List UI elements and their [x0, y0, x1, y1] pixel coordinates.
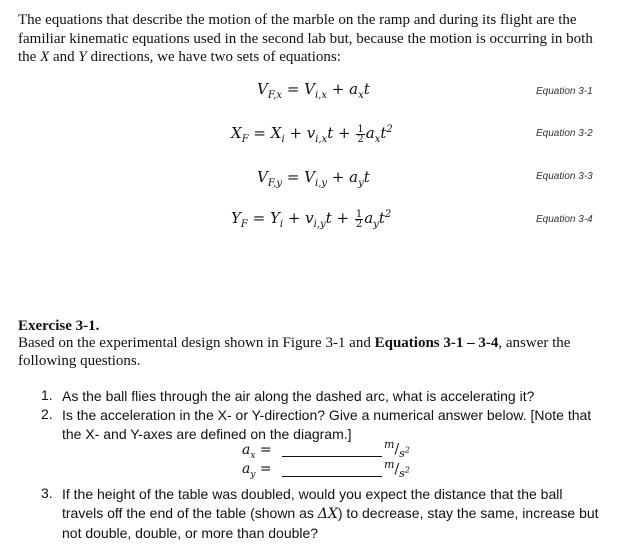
question-3-line-2-suffix: ) to decrease, stay the same, increase but — [337, 505, 599, 521]
ax-unit-s: s2 — [399, 445, 410, 460]
question-2-line-2: the X- and Y-axes are defined on the diagram.] — [62, 426, 352, 442]
x-variable: X — [40, 49, 50, 65]
equation-3-4-label: Equation 3-4 — [536, 214, 593, 225]
equation-3-1-label: Equation 3-1 — [536, 86, 593, 97]
equation-3-2-label: Equation 3-2 — [536, 128, 593, 139]
question-3-text — [62, 485, 602, 543]
equation-3-4: $Y_F = Y_i + v_{i,y}t$ + $\frac{1}{2}$ $a_yt^2$ — [231, 208, 392, 230]
intro-line-3-suffix: directions, we have two sets of equations: — [86, 49, 341, 65]
ax-unit: $^m/_{s^2}$ — [384, 438, 410, 460]
question-1-text: As the ball flies through the air along the dashed arc, what is accelerating it? — [62, 388, 535, 404]
intro-line-3-mid: and — [49, 49, 79, 65]
question-2-line-1: Is the acceleration in the X- or Y-direction? Give a numerical answer below. [Note that — [62, 407, 592, 423]
question-2-number: 2. — [41, 406, 53, 422]
ay-unit-s: s2 — [399, 465, 410, 480]
ay-unit-m: m — [384, 458, 395, 471]
equation-3-3: $V_{F,y} = V_{i,y} + a_yt$ — [257, 168, 370, 189]
question-1-number: 1. — [41, 387, 53, 403]
ax-subscript: x — [250, 450, 256, 461]
one-half-fraction: $\frac{1}{2}$ — [355, 208, 363, 230]
ay-unit: $^m/_{s^2}$ — [384, 458, 410, 480]
delta-x-symbol: ΔX — [317, 506, 338, 522]
exercise-body-suffix: , answer the — [498, 335, 571, 351]
ay-unit-power: 2 — [404, 465, 410, 475]
one-half-fraction: $\frac{1}{2}$ — [357, 123, 364, 145]
exercise-title: Exercise 3-1. — [18, 318, 100, 334]
equation-3-2: $X_F = X_i + v_{i,x}t$ + $\frac{1}{2}$ $a_xt^2$ — [231, 123, 393, 145]
ax-unit-power: 2 — [404, 445, 410, 455]
ay-symbol: a — [242, 461, 251, 477]
ay-label — [242, 461, 272, 480]
intro-line-2: familiar kinematic equations used in the second lab but, because the motion is occurring in both — [18, 30, 593, 47]
exercise-line-2: following questions. — [18, 353, 141, 369]
question-3-number: 3. — [41, 485, 53, 501]
ax-label — [242, 442, 272, 461]
ay-answer-blank[interactable] — [282, 476, 382, 477]
equation-3-3-label: Equation 3-3 — [536, 171, 593, 182]
ax-answer-blank[interactable] — [282, 456, 382, 457]
ax-unit-m: m — [384, 438, 395, 451]
question-3-line-3: not double, double, or more than double? — [62, 525, 319, 541]
intro-line-3-prefix: the — [18, 49, 41, 65]
intro-line-1: The equations that describe the motion of the marble on the ramp and during its flight are the — [18, 12, 577, 28]
y-variable: Y — [78, 49, 87, 65]
exercise-body — [18, 334, 608, 370]
equation-3-1: $V_{F,x} = V_{i,x} + a_xt$ — [257, 80, 370, 101]
exercise-body-prefix: Based on the experimental design shown in Figure 3-1 and — [18, 335, 375, 351]
ay-equals: = — [259, 461, 272, 477]
question-2-text — [62, 406, 602, 444]
ax-equals: = — [259, 442, 272, 458]
intro-paragraph — [18, 11, 608, 67]
question-3-line-1: If the height of the table was doubled, would you expect the distance that the ball — [62, 486, 563, 502]
question-3-line-2-prefix: travels off the end of the table (shown as — [62, 505, 318, 521]
intro-line-3 — [18, 48, 608, 67]
exercise-line-1 — [18, 334, 608, 352]
ax-symbol: a — [242, 442, 251, 458]
ay-subscript: y — [250, 469, 256, 480]
question-3-line-2 — [62, 504, 602, 524]
exercise-body-bold: Equations 3-1 – 3-4 — [374, 335, 499, 351]
